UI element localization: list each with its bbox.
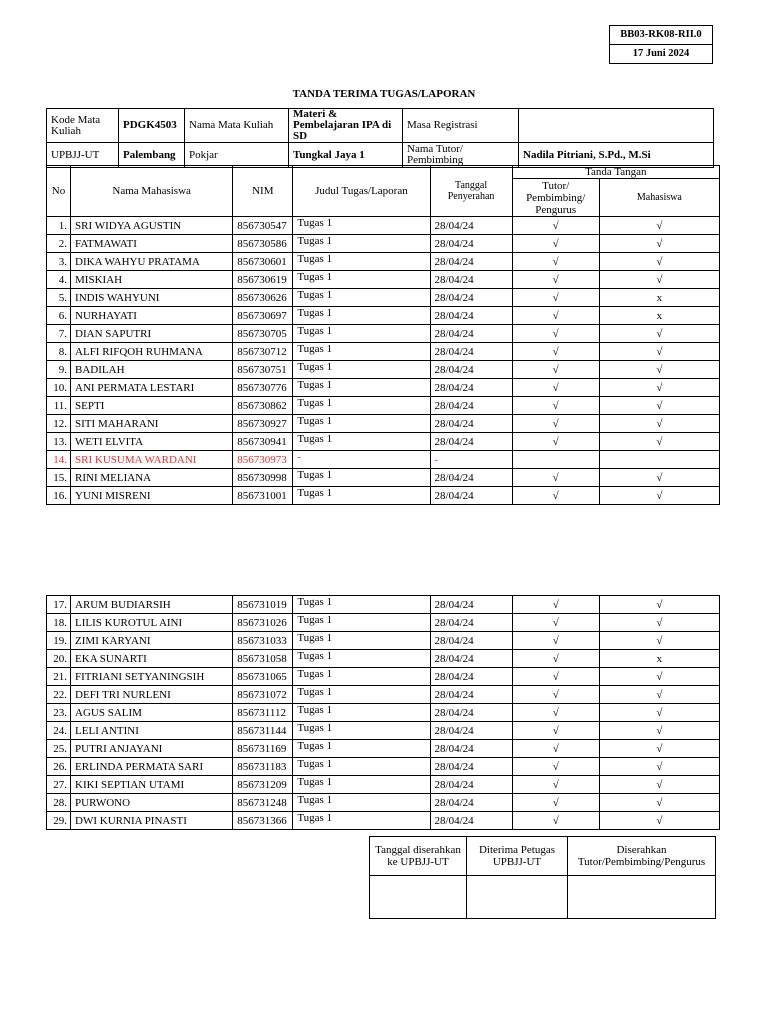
row-no: 11. [47, 397, 71, 415]
row-tanggal: 28/04/24 [430, 415, 512, 433]
row-ttd-tutor: √ [512, 722, 599, 740]
row-tanggal: 28/04/24 [430, 253, 512, 271]
row-judul: Tugas 1 [293, 794, 430, 812]
row-nim: 856730927 [233, 415, 293, 433]
row-judul: - [293, 451, 430, 469]
row-judul: Tugas 1 [293, 397, 430, 415]
row-ttd-tutor: √ [512, 415, 599, 433]
row-nim: 856730712 [233, 343, 293, 361]
row-judul: Tugas 1 [293, 704, 430, 722]
table-row [47, 776, 720, 794]
table-row [47, 632, 720, 650]
row-nama: ANI PERMATA LESTARI [71, 379, 233, 397]
row-ttd-tutor: √ [512, 235, 599, 253]
row-no: 14. [47, 451, 71, 469]
row-tanggal: 28/04/24 [430, 271, 512, 289]
table-row [47, 289, 720, 307]
row-nim: 856731169 [233, 740, 293, 758]
row-ttd-mahasiswa: √ [599, 325, 719, 343]
row-judul: Tugas 1 [293, 740, 430, 758]
student-table-part-2 [46, 595, 720, 830]
row-ttd-tutor: √ [512, 289, 599, 307]
row-ttd-tutor: √ [512, 740, 599, 758]
table-row [47, 235, 720, 253]
row-ttd-mahasiswa: √ [599, 704, 719, 722]
header-nim: NIM [233, 166, 293, 217]
row-no: 1. [47, 217, 71, 235]
row-nama: DEFI TRI NURLENI [71, 686, 233, 704]
row-no: 9. [47, 361, 71, 379]
header-tanggal: Tanggal Penyerahan [430, 166, 512, 217]
row-ttd-tutor: √ [512, 433, 599, 451]
row-judul: Tugas 1 [293, 271, 430, 289]
row-ttd-tutor: √ [512, 307, 599, 325]
row-judul: Tugas 1 [293, 325, 430, 343]
masa-registrasi-value [519, 109, 714, 143]
pokjar-label: Pokjar [185, 143, 289, 168]
header-tutor: Tutor/ Pembimbing/ Pengurus [512, 179, 599, 217]
table-row [47, 812, 720, 830]
row-ttd-mahasiswa: √ [599, 614, 719, 632]
row-nama: PURWONO [71, 794, 233, 812]
row-ttd-mahasiswa: √ [599, 632, 719, 650]
row-judul: Tugas 1 [293, 253, 430, 271]
page-title: TANDA TERIMA TUGAS/LAPORAN [292, 88, 476, 100]
header-nama: Nama Mahasiswa [71, 166, 233, 217]
row-ttd-mahasiswa: √ [599, 235, 719, 253]
row-judul: Tugas 1 [293, 433, 430, 451]
row-ttd-mahasiswa: √ [599, 469, 719, 487]
row-ttd-mahasiswa: √ [599, 253, 719, 271]
signature-cell-tanggal[interactable] [370, 876, 467, 919]
row-ttd-mahasiswa: √ [599, 397, 719, 415]
row-nama: BADILAH [71, 361, 233, 379]
row-tanggal: - [430, 451, 512, 469]
signature-cell-diserahkan[interactable] [568, 876, 716, 919]
row-judul: Tugas 1 [293, 487, 430, 505]
row-judul: Tugas 1 [293, 632, 430, 650]
row-ttd-tutor: √ [512, 614, 599, 632]
header-tanda-tangan: Tanda Tangan [512, 166, 719, 179]
table-row [47, 650, 720, 668]
row-tanggal: 28/04/24 [430, 343, 512, 361]
row-nama: SITI MAHARANI [71, 415, 233, 433]
row-ttd-mahasiswa: √ [599, 271, 719, 289]
row-tanggal: 28/04/24 [430, 614, 512, 632]
row-nim: 856731001 [233, 487, 293, 505]
row-ttd-tutor: √ [512, 704, 599, 722]
row-nama: KIKI SEPTIAN UTAMI [71, 776, 233, 794]
row-judul: Tugas 1 [293, 596, 430, 614]
row-ttd-tutor: √ [512, 668, 599, 686]
row-tanggal: 28/04/24 [430, 704, 512, 722]
row-judul: Tugas 1 [293, 361, 430, 379]
row-nim: 856730862 [233, 397, 293, 415]
row-tanggal: 28/04/24 [430, 469, 512, 487]
table-row [47, 217, 720, 235]
row-nama: AGUS SALIM [71, 704, 233, 722]
table-row [47, 379, 720, 397]
row-tanggal: 28/04/24 [430, 325, 512, 343]
row-ttd-tutor: √ [512, 217, 599, 235]
tutor-label: Nama Tutor/ Pembimbing [403, 143, 519, 168]
row-judul: Tugas 1 [293, 235, 430, 253]
row-nama: ERLINDA PERMATA SARI [71, 758, 233, 776]
header-no: No [47, 166, 71, 217]
row-no: 25. [47, 740, 71, 758]
row-nama: YUNI MISRENI [71, 487, 233, 505]
row-tanggal: 28/04/24 [430, 668, 512, 686]
row-ttd-mahasiswa: √ [599, 776, 719, 794]
row-nim: 856730751 [233, 361, 293, 379]
row-ttd-mahasiswa: √ [599, 415, 719, 433]
row-nama: DIKA WAHYU PRATAMA [71, 253, 233, 271]
row-nama: NURHAYATI [71, 307, 233, 325]
row-ttd-mahasiswa: √ [599, 686, 719, 704]
upbjj-value: Palembang [119, 143, 185, 168]
row-ttd-tutor: √ [512, 686, 599, 704]
row-ttd-mahasiswa: √ [599, 379, 719, 397]
signature-header-diserahkan: Diserahkan Tutor/Pembimbing/Pengurus [568, 837, 716, 876]
row-nim: 856731209 [233, 776, 293, 794]
row-tanggal: 28/04/24 [430, 397, 512, 415]
row-ttd-tutor: √ [512, 253, 599, 271]
row-no: 23. [47, 704, 71, 722]
signature-cell-diterima[interactable] [467, 876, 568, 919]
row-nim: 856730973 [233, 451, 293, 469]
kode-mk-label: Kode Mata Kuliah [47, 109, 119, 143]
row-ttd-tutor: √ [512, 343, 599, 361]
course-info-table [46, 108, 714, 168]
row-judul: Tugas 1 [293, 343, 430, 361]
row-no: 29. [47, 812, 71, 830]
row-ttd-mahasiswa: √ [599, 812, 719, 830]
row-nama: SEPTI [71, 397, 233, 415]
row-ttd-mahasiswa: √ [599, 217, 719, 235]
upbjj-label: UPBJJ-UT [47, 143, 119, 168]
row-nim: 856730619 [233, 271, 293, 289]
row-ttd-tutor: √ [512, 794, 599, 812]
row-ttd-mahasiswa: √ [599, 361, 719, 379]
row-no: 8. [47, 343, 71, 361]
nama-mk-label: Nama Mata Kuliah [185, 109, 289, 143]
row-no: 3. [47, 253, 71, 271]
row-no: 2. [47, 235, 71, 253]
row-nama: EKA SUNARTI [71, 650, 233, 668]
row-ttd-mahasiswa: √ [599, 794, 719, 812]
table-row [47, 451, 720, 469]
signature-header-diterima: Diterima Petugas UPBJJ-UT [467, 837, 568, 876]
row-tanggal: 28/04/24 [430, 650, 512, 668]
row-nim: 856730705 [233, 325, 293, 343]
row-tanggal: 28/04/24 [430, 596, 512, 614]
row-tanggal: 28/04/24 [430, 433, 512, 451]
row-no: 10. [47, 379, 71, 397]
row-ttd-mahasiswa [599, 451, 719, 469]
row-nama: ARUM BUDIARSIH [71, 596, 233, 614]
row-judul: Tugas 1 [293, 776, 430, 794]
row-nim: 856730941 [233, 433, 293, 451]
table-row [47, 704, 720, 722]
row-judul: Tugas 1 [293, 758, 430, 776]
row-nim: 856730626 [233, 289, 293, 307]
row-ttd-mahasiswa: √ [599, 740, 719, 758]
row-ttd-tutor: √ [512, 487, 599, 505]
row-judul: Tugas 1 [293, 668, 430, 686]
row-nim: 856731248 [233, 794, 293, 812]
table-row [47, 253, 720, 271]
row-ttd-mahasiswa: √ [599, 343, 719, 361]
row-nim: 856731065 [233, 668, 293, 686]
row-no: 26. [47, 758, 71, 776]
row-nama: RINI MELIANA [71, 469, 233, 487]
row-nama: ALFI RIFQOH RUHMANA [71, 343, 233, 361]
masa-registrasi-label: Masa Registrasi [403, 109, 519, 143]
row-nim: 856731019 [233, 596, 293, 614]
row-nama: ZIMI KARYANI [71, 632, 233, 650]
row-judul: Tugas 1 [293, 289, 430, 307]
row-ttd-tutor: √ [512, 271, 599, 289]
header-mahasiswa: Mahasiswa [599, 179, 719, 217]
row-no: 21. [47, 668, 71, 686]
table-row [47, 686, 720, 704]
row-judul: Tugas 1 [293, 614, 430, 632]
row-nama: SRI KUSUMA WARDANI [71, 451, 233, 469]
row-ttd-tutor: √ [512, 776, 599, 794]
row-nama: DWI KURNIA PINASTI [71, 812, 233, 830]
table-row [47, 433, 720, 451]
row-tanggal: 28/04/24 [430, 217, 512, 235]
row-ttd-tutor: √ [512, 596, 599, 614]
row-ttd-tutor: √ [512, 812, 599, 830]
row-nim: 856731183 [233, 758, 293, 776]
table-row [47, 307, 720, 325]
row-tanggal: 28/04/24 [430, 794, 512, 812]
student-table-part-1 [46, 165, 720, 505]
row-ttd-mahasiswa: √ [599, 722, 719, 740]
row-nim: 856731112 [233, 704, 293, 722]
row-nim: 856730586 [233, 235, 293, 253]
row-no: 27. [47, 776, 71, 794]
row-nim: 856731058 [233, 650, 293, 668]
row-no: 24. [47, 722, 71, 740]
row-nama: SRI WIDYA AGUSTIN [71, 217, 233, 235]
kode-mk-value: PDGK4503 [119, 109, 185, 143]
row-no: 5. [47, 289, 71, 307]
row-nim: 856730697 [233, 307, 293, 325]
row-ttd-mahasiswa: √ [599, 668, 719, 686]
row-nama: WETI ELVITA [71, 433, 233, 451]
row-tanggal: 28/04/24 [430, 379, 512, 397]
row-judul: Tugas 1 [293, 469, 430, 487]
row-nama: INDIS WAHYUNI [71, 289, 233, 307]
row-tanggal: 28/04/24 [430, 289, 512, 307]
row-nim: 856731033 [233, 632, 293, 650]
document-code: BB03-RK08-RII.0 [610, 26, 713, 45]
table-row [47, 614, 720, 632]
row-judul: Tugas 1 [293, 722, 430, 740]
row-judul: Tugas 1 [293, 415, 430, 433]
row-nim: 856731072 [233, 686, 293, 704]
row-ttd-mahasiswa: x [599, 307, 719, 325]
row-tanggal: 28/04/24 [430, 722, 512, 740]
row-nim: 856731144 [233, 722, 293, 740]
row-nama: MISKIAH [71, 271, 233, 289]
row-nama: LELI ANTINI [71, 722, 233, 740]
row-judul: Tugas 1 [293, 650, 430, 668]
row-nim: 856730998 [233, 469, 293, 487]
table-row [47, 469, 720, 487]
row-nim: 856731366 [233, 812, 293, 830]
row-ttd-tutor: √ [512, 632, 599, 650]
row-ttd-tutor: √ [512, 379, 599, 397]
row-no: 16. [47, 487, 71, 505]
row-ttd-mahasiswa: √ [599, 758, 719, 776]
table-row [47, 343, 720, 361]
table-row [47, 397, 720, 415]
row-ttd-tutor: √ [512, 650, 599, 668]
row-tanggal: 28/04/24 [430, 361, 512, 379]
row-judul: Tugas 1 [293, 812, 430, 830]
pokjar-value: Tungkal Jaya 1 [289, 143, 403, 168]
row-no: 28. [47, 794, 71, 812]
row-ttd-tutor: √ [512, 361, 599, 379]
document-date: 17 Juni 2024 [610, 45, 713, 64]
table-row [47, 668, 720, 686]
header-judul: Judul Tugas/Laporan [293, 166, 430, 217]
nama-mk-value: Materi & Pembelajaran IPA di SD [289, 109, 403, 143]
document-code-box [609, 25, 713, 64]
row-ttd-mahasiswa: √ [599, 487, 719, 505]
table-row [47, 271, 720, 289]
row-ttd-mahasiswa: √ [599, 433, 719, 451]
row-ttd-tutor: √ [512, 469, 599, 487]
row-tanggal: 28/04/24 [430, 686, 512, 704]
row-no: 20. [47, 650, 71, 668]
row-tanggal: 28/04/24 [430, 758, 512, 776]
row-no: 4. [47, 271, 71, 289]
row-tanggal: 28/04/24 [430, 235, 512, 253]
row-ttd-tutor: √ [512, 325, 599, 343]
row-judul: Tugas 1 [293, 686, 430, 704]
row-ttd-mahasiswa: √ [599, 596, 719, 614]
row-judul: Tugas 1 [293, 307, 430, 325]
row-tanggal: 28/04/24 [430, 307, 512, 325]
row-ttd-mahasiswa: x [599, 289, 719, 307]
table-row [47, 325, 720, 343]
row-tanggal: 28/04/24 [430, 487, 512, 505]
row-no: 15. [47, 469, 71, 487]
row-ttd-tutor: √ [512, 758, 599, 776]
row-nim: 856730547 [233, 217, 293, 235]
table-row [47, 415, 720, 433]
row-ttd-tutor [512, 451, 599, 469]
row-judul: Tugas 1 [293, 217, 430, 235]
row-nama: FITRIANI SETYANINGSIH [71, 668, 233, 686]
table-row [47, 758, 720, 776]
row-tanggal: 28/04/24 [430, 812, 512, 830]
row-no: 13. [47, 433, 71, 451]
row-nim: 856731026 [233, 614, 293, 632]
row-no: 22. [47, 686, 71, 704]
row-nama: FATMAWATI [71, 235, 233, 253]
row-nim: 856730776 [233, 379, 293, 397]
row-nama: PUTRI ANJAYANI [71, 740, 233, 758]
row-nama: DIAN SAPUTRI [71, 325, 233, 343]
row-ttd-tutor: √ [512, 397, 599, 415]
row-tanggal: 28/04/24 [430, 740, 512, 758]
table-row [47, 487, 720, 505]
table-row [47, 596, 720, 614]
table-row [47, 361, 720, 379]
row-no: 7. [47, 325, 71, 343]
row-nim: 856730601 [233, 253, 293, 271]
tutor-value: Nadila Pitriani, S.Pd., M.Si [519, 143, 714, 168]
row-ttd-mahasiswa: x [599, 650, 719, 668]
row-no: 12. [47, 415, 71, 433]
signature-header-tanggal: Tanggal diserahkan ke UPBJJ-UT [370, 837, 467, 876]
row-judul: Tugas 1 [293, 379, 430, 397]
table-row [47, 740, 720, 758]
table-row [47, 722, 720, 740]
signature-table [369, 836, 716, 919]
table-row [47, 794, 720, 812]
row-no: 17. [47, 596, 71, 614]
row-no: 18. [47, 614, 71, 632]
row-no: 19. [47, 632, 71, 650]
row-tanggal: 28/04/24 [430, 776, 512, 794]
row-tanggal: 28/04/24 [430, 632, 512, 650]
row-no: 6. [47, 307, 71, 325]
row-nama: LILIS KUROTUL AINI [71, 614, 233, 632]
